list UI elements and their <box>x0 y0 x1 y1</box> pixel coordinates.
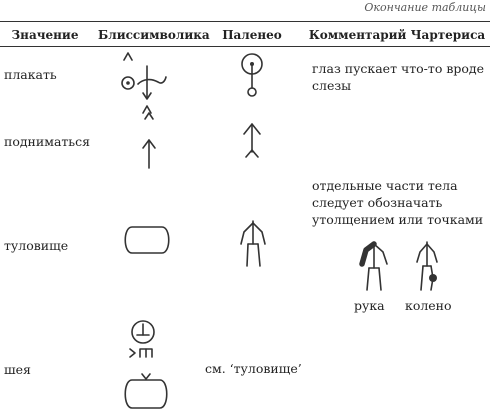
row-meaning-neck: шея <box>4 362 31 377</box>
header-paleneo: Паленео <box>222 28 282 42</box>
body-bliss-icon <box>122 225 172 255</box>
table-top-rule <box>0 21 490 22</box>
neck-bliss-icon <box>122 318 174 414</box>
crying-bliss-icon <box>116 50 180 108</box>
comment-cry: глаз пускает что-то вроде слезы <box>312 61 484 93</box>
row-meaning-rise: подниматься <box>4 134 90 149</box>
row-meaning-torso: туловище <box>4 238 69 253</box>
figure-thick-arm-icon <box>356 238 394 292</box>
header-meaning: Значение <box>11 28 79 42</box>
rise-arrow-paleneo-icon <box>241 122 263 160</box>
paleneo-see-torso: см. ‘туловище’ <box>205 361 302 376</box>
comment-torso: отдельные части тела следует обозначать утолщением или точками <box>312 178 484 227</box>
stick-figure-icon <box>236 218 270 270</box>
rise-arrow-bliss-icon <box>140 110 160 172</box>
header-bottom-rule <box>0 46 490 47</box>
table-caption: Окончание таблицы <box>364 1 486 14</box>
example-label-arm: рука <box>354 298 385 313</box>
eye-tear-paleneo-icon <box>238 52 266 102</box>
figure-knee-dot-icon <box>413 238 445 292</box>
header-bliss: Блиссимволика <box>98 28 210 42</box>
example-label-knee: колено <box>405 298 452 313</box>
row-meaning-cry: плакать <box>4 67 57 82</box>
header-comment: Комментарий Чартериса <box>308 28 486 42</box>
